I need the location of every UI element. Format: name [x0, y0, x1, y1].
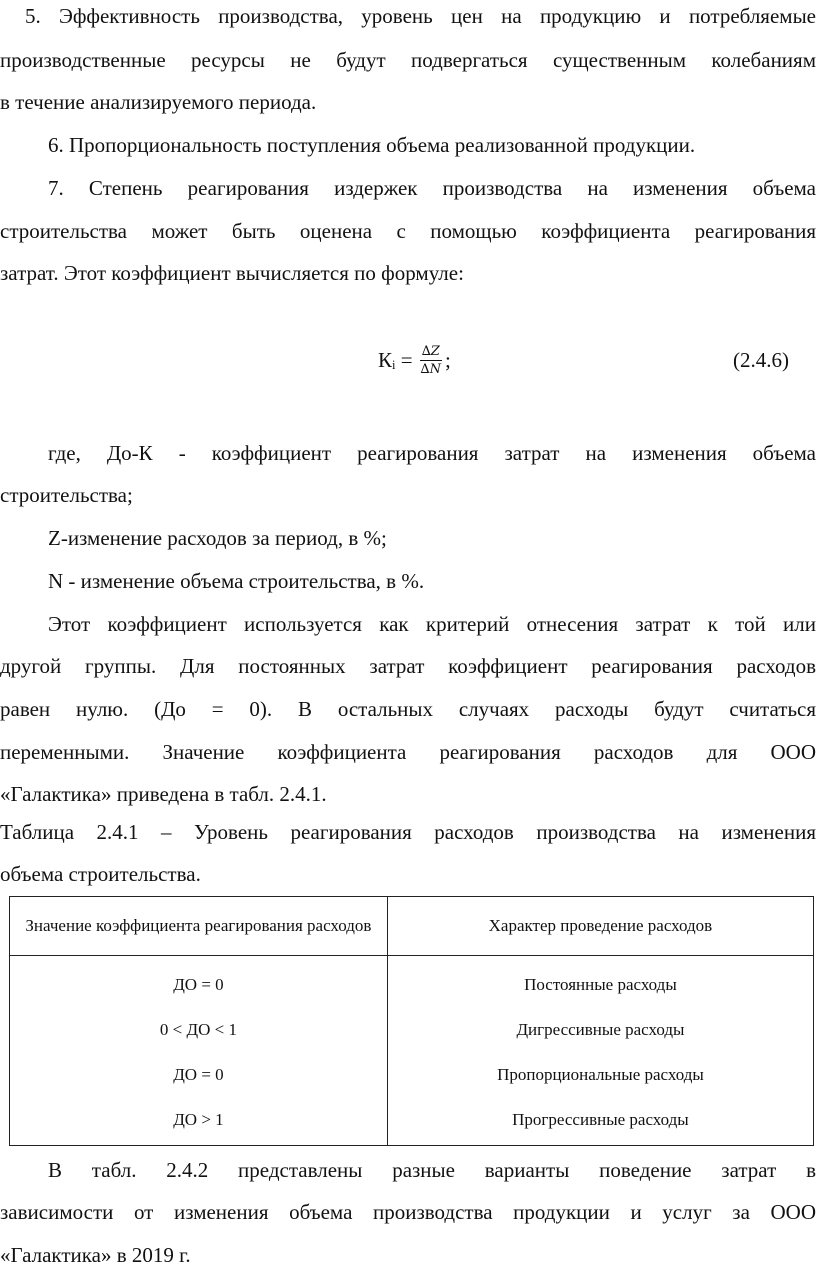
formula-terminator: ;: [445, 347, 451, 372]
formula-denominator: ∆𝑁: [420, 361, 441, 377]
table-cell: Постоянные расходы: [524, 975, 677, 994]
paragraph-after-line-3: равен нулю. (До = 0). В остальных случаях расходы будут считаться: [0, 697, 816, 721]
definition-z: Z-изменение расходов за период, в %;: [48, 526, 387, 550]
definition-line-1: где, До-К - коэффициент реагирования затрат на изменения объема: [48, 441, 816, 465]
paragraph-7-line-3: затрат. Этот коэффициент вычисляется по формуле:: [0, 261, 464, 285]
definition-line-2: строительства;: [0, 483, 133, 507]
paragraph-7-line-1: 7. Степень реагирования издержек производства на изменения объема: [48, 176, 816, 200]
table-cell: ДО > 1: [173, 1110, 224, 1129]
table-cell: 0 < ДО < 1: [159, 1020, 237, 1039]
table-caption-line-1: Таблица 2.4.1 – Уровень реагирования расходов производства на изменения: [0, 820, 816, 844]
table-cell: Дигрессивные расходы: [516, 1020, 685, 1039]
definition-n: N - изменение объема строительства, в %.: [48, 569, 425, 593]
paragraph-5-line-3: в течение анализируемого периода.: [0, 90, 317, 114]
paragraph-after-line-1: Этот коэффициент используется как критерий отнесения затрат к той или: [48, 612, 816, 636]
closing-line-2: зависимости от изменения объема производства продукции и услуг за ООО: [0, 1200, 816, 1224]
formula-fraction: [419, 344, 443, 377]
table-body-row: [10, 956, 814, 1146]
table-header-behavior: Характер проведение расходов: [387, 897, 813, 956]
paragraph-after-line-4: переменными. Значение коэффициента реагирования расходов для ООО: [0, 740, 816, 764]
table-cell: Пропорциональные расходы: [497, 1065, 704, 1084]
closing-line-3: «Галактика» в 2019 г.: [0, 1243, 191, 1267]
closing-line-1: В табл. 2.4.2 представлены разные варианты поведение затрат в: [48, 1158, 816, 1182]
paragraph-5-line-1: 5. Эффективность производства, уровень цен на продукцию и потребляемые: [25, 4, 816, 28]
table-header-coefficient: Значение коэффициента реагирования расходов: [10, 897, 388, 956]
paragraph-after-line-2: другой группы. Для постоянных затрат коэффициент реагирования расходов: [0, 654, 816, 678]
formula: [378, 336, 451, 384]
paragraph-7-line-2: строительства может быть оценена с помощью коэффициента реагирования: [0, 219, 816, 243]
table-column-behavior: [387, 956, 813, 1146]
table-header-row: [10, 897, 814, 956]
table-cell: Прогрессивные расходы: [512, 1110, 689, 1129]
table-column-coefficient: [10, 956, 388, 1146]
table-cell: ДО = 0: [173, 1065, 224, 1084]
formula-numerator: ∆𝑍: [421, 343, 440, 359]
paragraph-after-line-5: «Галактика» приведена в табл. 2.4.1.: [0, 782, 327, 806]
table-cell: ДО = 0: [173, 975, 224, 994]
formula-lhs: Кᵢ =: [378, 347, 413, 372]
paragraph-5-line-2: производственные ресурсы не будут подвергаться существенным колебаниям: [0, 48, 816, 72]
equation-number: (2.4.6): [733, 348, 789, 372]
paragraph-6: 6. Пропорциональность поступления объема реализованной продукции.: [48, 133, 696, 157]
table-caption-line-2: объема строительства.: [0, 862, 201, 886]
response-level-table: [9, 896, 814, 1146]
